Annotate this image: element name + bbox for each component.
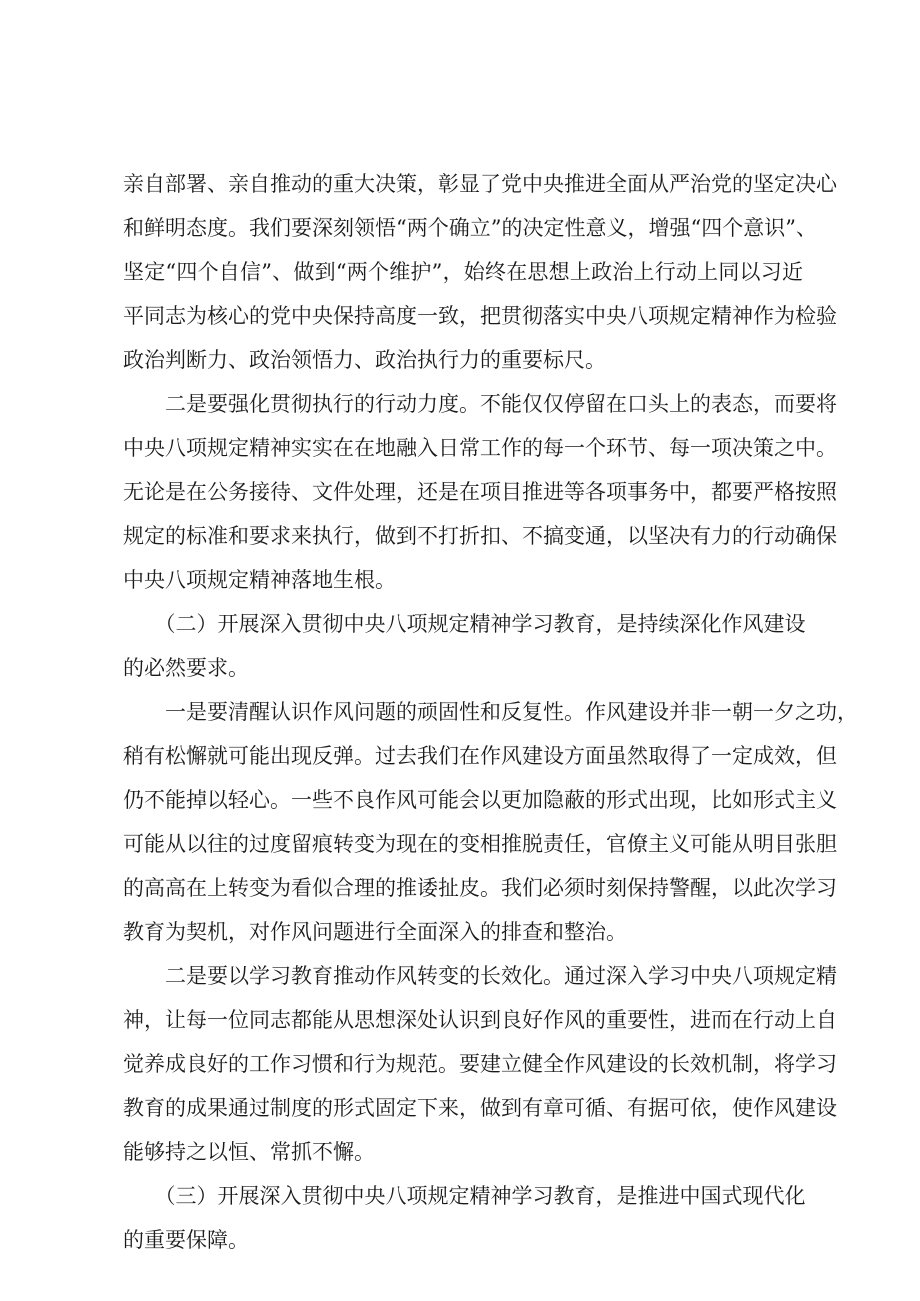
text-line: 中央八项规定精神实实在在地融入日常工作的每一个环节、每一项决策之中。: [123, 436, 837, 460]
text-line: 的高高在上转变为看似合理的推诿扯皮。我们必须时刻保持警醒，以此次学习: [123, 876, 837, 900]
text-line: 亲自部署、亲自推动的重大决策，彰显了党中央推进全面从严治党的坚定决心: [123, 172, 837, 196]
text-line: 无论是在公务接待、文件处理，还是在项目推进等各项事务中，都要严格按照: [123, 480, 837, 504]
text-line: 教育的成果通过制度的形式固定下来，做到有章可循、有据可依，使作风建设: [123, 1096, 837, 1120]
text-line: 二是要以学习教育推动作风转变的长效化。通过深入学习中央八项规定精: [123, 964, 837, 988]
text-line: 二是要强化贯彻执行的行动力度。不能仅仅停留在口头上的表态，而要将: [123, 392, 837, 416]
text-line: 能够持之以恒、常抓不懈。: [123, 1140, 375, 1164]
section-heading-line: （二）开展深入贯彻中央八项规定精神学习教育，是持续深化作风建设: [123, 612, 806, 636]
text-line: 政治判断力、政治领悟力、政治执行力的重要标尺。: [123, 348, 606, 372]
text-line: 中央八项规定精神落地生根。: [123, 568, 396, 592]
text-line: 规定的标准和要求来执行，做到不打折扣、不搞变通，以坚决有力的行动确保: [123, 524, 837, 548]
text-line: 神，让每一位同志都能从思想深处认识到良好作风的重要性，进而在行动上自: [123, 1008, 837, 1032]
text-line: 觉养成良好的工作习惯和行为规范。要建立健全作风建设的长效机制，将学习: [123, 1052, 837, 1076]
section-heading-line: 的重要保障。: [123, 1228, 249, 1252]
text-line: 稍有松懈就可能出现反弹。过去我们在作风建设方面虽然取得了一定成效，但: [123, 744, 837, 768]
section-heading-line: （三）开展深入贯彻中央八项规定精神学习教育，是推进中国式现代化: [123, 1184, 806, 1208]
text-line: 坚定“四个自信”、做到“两个维护”，始终在思想上政治上行动上同以习近: [123, 260, 803, 284]
text-line: 平同志为核心的党中央保持高度一致，把贯彻落实中央八项规定精神作为检验: [123, 304, 837, 328]
text-line: 教育为契机，对作风问题进行全面深入的排查和整治。: [123, 920, 627, 944]
section-heading-line: 的必然要求。: [123, 656, 249, 680]
text-line: 可能从以往的过度留痕转变为现在的变相推脱责任，官僚主义可能从明目张胆: [123, 832, 837, 856]
text-line: 一是要清醒认识作风问题的顽固性和反复性。作风建设并非一朝一夕之功，: [123, 700, 858, 724]
text-line: 和鲜明态度。我们要深刻领悟“两个确立”的决定性意义，增强“四个意识”、: [123, 216, 817, 240]
text-line: 仍不能掉以轻心。一些不良作风可能会以更加隐蔽的形式出现，比如形式主义: [123, 788, 837, 812]
